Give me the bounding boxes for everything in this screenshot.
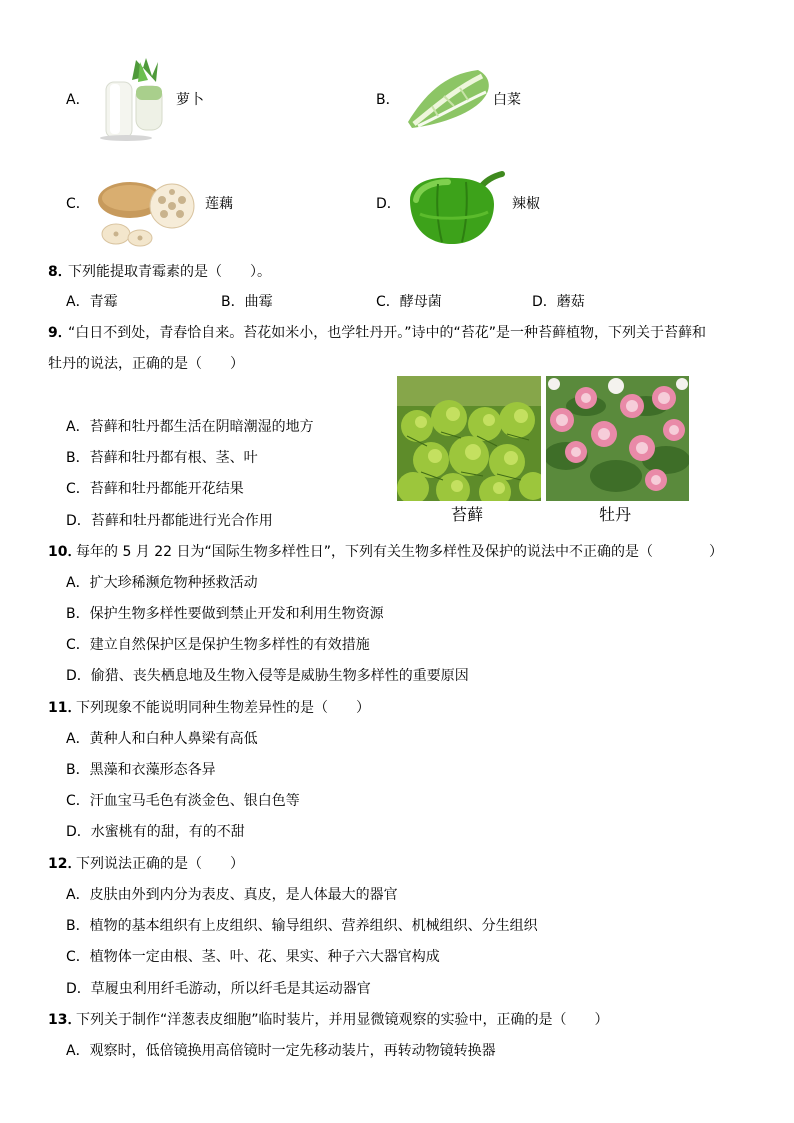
peony-caption: 牡丹	[599, 505, 632, 524]
option-b-letter: B．	[376, 92, 400, 108]
moss-photo	[397, 376, 541, 501]
question-9-option-b: B．苔藓和牡丹都有根、茎、叶	[66, 450, 258, 466]
question-12-option-a: A．皮肤由外到内分为表皮、真皮，是人体最大的器官	[66, 887, 398, 903]
option-c-name: 莲藕	[205, 196, 233, 212]
question-10-option-d: D．偷猎、丧失栖息地及生物入侵等是威胁生物多样性的重要原因	[66, 668, 469, 684]
option-a-name: 萝卜	[176, 92, 204, 108]
question-12-option-d: D．草履虫利用纤毛游动，所以纤毛是其运动器官	[66, 981, 371, 997]
question-11-stem: 下列现象不能说明同种生物差异性的是（ ）	[76, 700, 370, 716]
moss-caption: 苔藓	[451, 505, 484, 524]
question-13-option-a: A．观察时，低倍镜换用高倍镜时一定先移动装片，再转动物镜转换器	[66, 1043, 496, 1059]
question-9-number: 9．	[48, 325, 72, 341]
question-13-stem: 下列关于制作“洋葱表皮细胞”临时装片，并用显微镜观察的实验中，正确的是（ ）	[76, 1012, 609, 1028]
question-12-number: 12．	[48, 856, 82, 872]
question-8-option-d: D．蘑菇	[532, 294, 585, 310]
question-11-number: 11．	[48, 700, 82, 716]
lotus-root-image	[96, 176, 206, 248]
question-12-stem: 下列说法正确的是（ ）	[76, 856, 244, 872]
question-10-option-a: A．扩大珍稀濒危物种拯救活动	[66, 575, 258, 591]
option-d-name: 辣椒	[512, 196, 540, 212]
question-9-stem-line1: “白日不到处，青春恰自来。苔花如米小，也学牡丹开。”诗中的“苔花”是一种苔藓植物，下列关于苔藓和	[68, 325, 707, 341]
question-8-number: 8．	[48, 264, 72, 280]
peony-photo	[546, 376, 689, 501]
question-8-option-b: B．曲霉	[221, 294, 273, 310]
option-c-letter: C．	[66, 196, 90, 212]
question-10-option-c: C．建立自然保护区是保护生物多样性的有效措施	[66, 637, 370, 653]
green-pepper-image	[402, 170, 506, 248]
option-a-letter: A．	[66, 92, 90, 108]
question-10-stem: 每年的 5 月 22 日为“国际生物多样性日”，下列有关生物多样性及保护的说法中不正确的是（ ）	[76, 544, 724, 560]
question-8-option-c: C．酵母菌	[376, 294, 442, 310]
question-9-option-d: D．苔藓和牡丹都能进行光合作用	[66, 513, 273, 529]
question-9-option-c: C．苔藓和牡丹都能开花结果	[66, 481, 244, 497]
question-10-number: 10．	[48, 544, 82, 560]
question-11-option-b: B．黑藻和衣藻形态各异	[66, 762, 216, 778]
question-9-option-a: A．苔藓和牡丹都生活在阴暗潮湿的地方	[66, 419, 314, 435]
question-10-option-b: B．保护生物多样性要做到禁止开发和利用生物资源	[66, 606, 384, 622]
question-12-option-b: B．植物的基本组织有上皮组织、输导组织、营养组织、机械组织、分生组织	[66, 918, 538, 934]
option-d-letter: D．	[376, 196, 401, 212]
question-9-stem-line2: 牡丹的说法，正确的是（ ）	[48, 356, 244, 372]
radish-image	[96, 56, 176, 142]
question-8-option-a: A．青霉	[66, 294, 118, 310]
question-11-option-a: A．黄种人和白种人鼻梁有高低	[66, 731, 258, 747]
question-8-stem: 下列能提取青霉素的是（ ）。	[68, 264, 271, 280]
question-12-option-c: C．植物体一定由根、茎、叶、花、果实、种子六大器官构成	[66, 949, 440, 965]
question-13-number: 13．	[48, 1012, 82, 1028]
question-11-option-c: C．汗血宝马毛色有淡金色、银白色等	[66, 793, 300, 809]
cabbage-image	[404, 66, 494, 132]
option-b-name: 白菜	[493, 92, 521, 108]
question-11-option-d: D．水蜜桃有的甜，有的不甜	[66, 824, 245, 840]
